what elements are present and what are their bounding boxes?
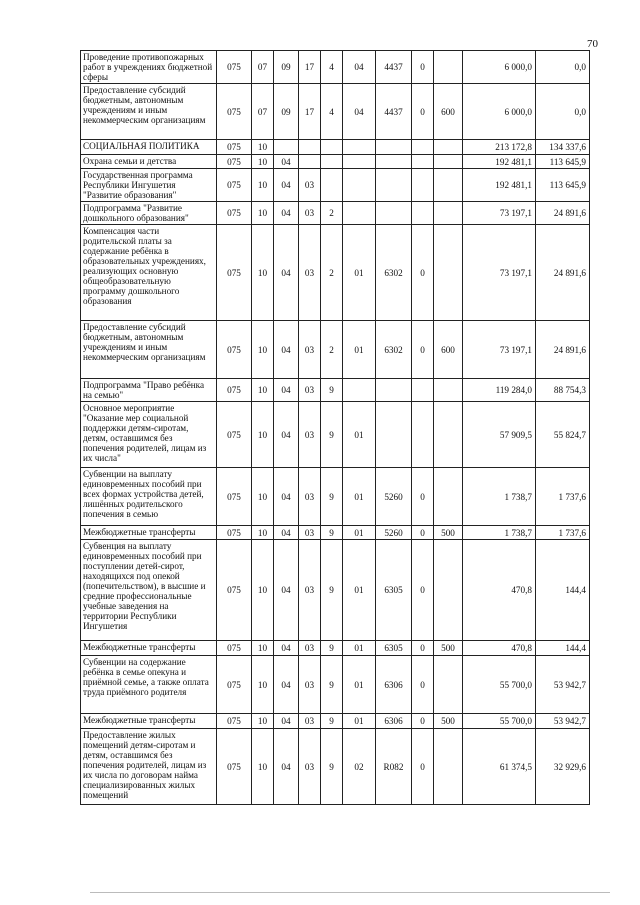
row-c7-cell: 4437 <box>376 51 412 84</box>
row-c6-cell: 01 <box>343 321 376 379</box>
table-row <box>81 51 590 84</box>
row-c3-cell: 04 <box>274 202 299 225</box>
row-name-cell: Субвенции на содержание ребёнка в семье опекуна и приёмной семье, а также оплата труда приёмного родителя <box>81 656 217 714</box>
row-c5-cell: 4 <box>321 84 343 140</box>
row-c5-cell: 2 <box>321 202 343 225</box>
row-v2-cell: 0,0 <box>536 84 590 140</box>
row-c5-cell: 9 <box>321 656 343 714</box>
row-c2-cell: 10 <box>252 468 274 526</box>
scan-artifact-line <box>90 892 610 893</box>
row-c3-cell: 04 <box>274 155 299 169</box>
row-c6-cell <box>343 140 376 155</box>
table-row <box>81 402 590 468</box>
row-c8-cell: 0 <box>412 225 434 321</box>
row-v2-cell: 53 942,7 <box>536 656 590 714</box>
row-c5-cell: 9 <box>321 468 343 526</box>
row-c2-cell: 10 <box>252 526 274 540</box>
row-c7-cell: 6302 <box>376 321 412 379</box>
table-row <box>81 321 590 379</box>
row-v1-cell: 192 481,1 <box>463 169 536 202</box>
row-v1-cell: 73 197,1 <box>463 321 536 379</box>
row-c4-cell: 03 <box>299 468 321 526</box>
row-c9-cell: 500 <box>434 526 463 540</box>
table-row <box>81 202 590 225</box>
row-v1-cell: 6 000,0 <box>463 84 536 140</box>
row-c4-cell: 03 <box>299 169 321 202</box>
row-c7-cell <box>376 402 412 468</box>
row-c8-cell: 0 <box>412 321 434 379</box>
row-c7-cell <box>376 140 412 155</box>
row-c2-cell: 10 <box>252 155 274 169</box>
row-c4-cell: 03 <box>299 729 321 805</box>
row-c2-cell: 10 <box>252 321 274 379</box>
row-c8-cell: 0 <box>412 729 434 805</box>
table-row <box>81 729 590 805</box>
row-c8-cell <box>412 155 434 169</box>
row-v1-cell: 6 000,0 <box>463 51 536 84</box>
row-c7-cell <box>376 155 412 169</box>
row-v2-cell: 113 645,9 <box>536 169 590 202</box>
row-v1-cell: 213 172,8 <box>463 140 536 155</box>
row-c6-cell: 01 <box>343 641 376 656</box>
row-c1-cell: 075 <box>217 402 252 468</box>
row-c1-cell: 075 <box>217 540 252 641</box>
row-name-cell: Межбюджетные трансферты <box>81 526 217 540</box>
page-number: 70 <box>587 38 598 50</box>
row-c8-cell <box>412 402 434 468</box>
row-c5-cell: 9 <box>321 402 343 468</box>
row-c2-cell: 10 <box>252 225 274 321</box>
row-name-cell: Предоставление субсидий бюджетным, автономным учреждениям и иным некоммерческим организациям <box>81 84 217 140</box>
row-c6-cell: 01 <box>343 225 376 321</box>
row-c4-cell: 03 <box>299 379 321 402</box>
row-c3-cell: 04 <box>274 379 299 402</box>
row-v2-cell: 53 942,7 <box>536 714 590 729</box>
row-c4-cell: 17 <box>299 84 321 140</box>
table-row <box>81 656 590 714</box>
row-c3-cell: 04 <box>274 656 299 714</box>
row-c6-cell: 01 <box>343 540 376 641</box>
row-c1-cell: 075 <box>217 140 252 155</box>
row-c7-cell: 6305 <box>376 641 412 656</box>
row-c6-cell: 04 <box>343 51 376 84</box>
row-c4-cell: 03 <box>299 656 321 714</box>
row-c3-cell: 04 <box>274 402 299 468</box>
table-row <box>81 468 590 526</box>
row-c7-cell: R082 <box>376 729 412 805</box>
row-c2-cell: 10 <box>252 140 274 155</box>
row-c1-cell: 075 <box>217 51 252 84</box>
row-c8-cell: 0 <box>412 656 434 714</box>
row-v1-cell: 73 197,1 <box>463 225 536 321</box>
row-v2-cell: 0,0 <box>536 51 590 84</box>
row-c2-cell: 10 <box>252 540 274 641</box>
table-row <box>81 225 590 321</box>
row-c8-cell <box>412 140 434 155</box>
row-c9-cell <box>434 402 463 468</box>
row-c5-cell <box>321 140 343 155</box>
row-c6-cell <box>343 155 376 169</box>
row-c5-cell: 9 <box>321 729 343 805</box>
row-c9-cell <box>434 468 463 526</box>
row-c6-cell: 04 <box>343 84 376 140</box>
row-c8-cell: 0 <box>412 540 434 641</box>
row-c6-cell: 01 <box>343 402 376 468</box>
row-c2-cell: 10 <box>252 641 274 656</box>
table-row <box>81 641 590 656</box>
row-c7-cell: 5260 <box>376 468 412 526</box>
row-c1-cell: 075 <box>217 321 252 379</box>
row-c9-cell <box>434 51 463 84</box>
row-c4-cell: 03 <box>299 321 321 379</box>
row-v1-cell: 55 700,0 <box>463 656 536 714</box>
row-c1-cell: 075 <box>217 641 252 656</box>
row-c8-cell: 0 <box>412 641 434 656</box>
row-c7-cell <box>376 169 412 202</box>
row-v2-cell: 88 754,3 <box>536 379 590 402</box>
row-v2-cell: 1 737,6 <box>536 526 590 540</box>
table-body <box>81 51 590 805</box>
row-v2-cell: 144,4 <box>536 641 590 656</box>
table-row <box>81 526 590 540</box>
row-c9-cell <box>434 155 463 169</box>
row-c2-cell: 10 <box>252 169 274 202</box>
row-c2-cell: 10 <box>252 379 274 402</box>
row-c8-cell <box>412 379 434 402</box>
row-v2-cell: 24 891,6 <box>536 202 590 225</box>
row-c7-cell: 4437 <box>376 84 412 140</box>
row-c7-cell: 6302 <box>376 225 412 321</box>
row-c1-cell: 075 <box>217 169 252 202</box>
row-v2-cell: 134 337,6 <box>536 140 590 155</box>
row-c3-cell: 09 <box>274 84 299 140</box>
row-c5-cell: 2 <box>321 321 343 379</box>
row-c8-cell: 0 <box>412 468 434 526</box>
row-c9-cell: 600 <box>434 84 463 140</box>
row-name-cell: Проведение противопожарных работ в учреждениях бюджетной сферы <box>81 51 217 84</box>
row-c9-cell <box>434 729 463 805</box>
row-c1-cell: 075 <box>217 714 252 729</box>
row-c4-cell <box>299 140 321 155</box>
row-c5-cell: 4 <box>321 51 343 84</box>
row-v2-cell: 113 645,9 <box>536 155 590 169</box>
table-row <box>81 169 590 202</box>
row-v1-cell: 55 700,0 <box>463 714 536 729</box>
row-name-cell: Субвенции на выплату единовременных пособий при всех формах устройства детей, лишённых родительского попечения в семью <box>81 468 217 526</box>
row-c1-cell: 075 <box>217 379 252 402</box>
row-c5-cell <box>321 155 343 169</box>
row-c4-cell: 03 <box>299 526 321 540</box>
row-c6-cell <box>343 169 376 202</box>
row-c4-cell: 03 <box>299 225 321 321</box>
row-v1-cell: 192 481,1 <box>463 155 536 169</box>
row-name-cell: Основное мероприятие "Оказание мер социальной поддержки детям-сиротам, детям, оставшимся без попечения родителей, лицам из их числа" <box>81 402 217 468</box>
row-c9-cell <box>434 656 463 714</box>
row-c2-cell: 07 <box>252 84 274 140</box>
row-c4-cell: 03 <box>299 402 321 468</box>
row-c3-cell: 04 <box>274 641 299 656</box>
row-c9-cell <box>434 169 463 202</box>
table-row <box>81 155 590 169</box>
row-c3-cell: 04 <box>274 714 299 729</box>
row-c6-cell: 01 <box>343 714 376 729</box>
row-v2-cell: 55 824,7 <box>536 402 590 468</box>
row-name-cell: СОЦИАЛЬНАЯ ПОЛИТИКА <box>81 140 217 155</box>
row-c7-cell <box>376 202 412 225</box>
row-name-cell: Охрана семьи и детства <box>81 155 217 169</box>
row-c9-cell <box>434 540 463 641</box>
row-c4-cell <box>299 155 321 169</box>
row-c9-cell: 500 <box>434 714 463 729</box>
row-c7-cell <box>376 379 412 402</box>
row-c1-cell: 075 <box>217 729 252 805</box>
row-v2-cell: 32 929,6 <box>536 729 590 805</box>
row-c3-cell: 04 <box>274 540 299 641</box>
row-c9-cell: 500 <box>434 641 463 656</box>
row-c9-cell <box>434 225 463 321</box>
row-c1-cell: 075 <box>217 526 252 540</box>
row-c6-cell: 01 <box>343 656 376 714</box>
row-c8-cell: 0 <box>412 84 434 140</box>
row-c7-cell: 6306 <box>376 714 412 729</box>
row-c3-cell: 04 <box>274 321 299 379</box>
row-name-cell: Подпрограмма "Развитие дошкольного образования" <box>81 202 217 225</box>
row-c1-cell: 075 <box>217 202 252 225</box>
row-name-cell: Государственная программа Республики Ингушетия "Развитие образования" <box>81 169 217 202</box>
row-c2-cell: 10 <box>252 202 274 225</box>
row-c8-cell: 0 <box>412 51 434 84</box>
table-row <box>81 140 590 155</box>
row-name-cell: Компенсация части родительской платы за содержание ребёнка в образовательных учреждениях, реализующих основную общеобразовательную программу дошкольного образования <box>81 225 217 321</box>
row-c2-cell: 10 <box>252 402 274 468</box>
row-c5-cell: 2 <box>321 225 343 321</box>
row-c6-cell <box>343 379 376 402</box>
row-c1-cell: 075 <box>217 155 252 169</box>
row-v2-cell: 24 891,6 <box>536 225 590 321</box>
row-v1-cell: 57 909,5 <box>463 402 536 468</box>
row-v1-cell: 61 374,5 <box>463 729 536 805</box>
table-row <box>81 379 590 402</box>
row-c6-cell: 01 <box>343 468 376 526</box>
row-c2-cell: 07 <box>252 51 274 84</box>
row-c5-cell: 9 <box>321 641 343 656</box>
row-c8-cell: 0 <box>412 526 434 540</box>
budget-table <box>80 50 590 805</box>
row-v2-cell: 144,4 <box>536 540 590 641</box>
row-v1-cell: 119 284,0 <box>463 379 536 402</box>
row-c9-cell <box>434 140 463 155</box>
row-c3-cell: 04 <box>274 526 299 540</box>
table-row <box>81 540 590 641</box>
row-v2-cell: 1 737,6 <box>536 468 590 526</box>
row-c3-cell: 09 <box>274 51 299 84</box>
row-c3-cell <box>274 140 299 155</box>
row-c1-cell: 075 <box>217 225 252 321</box>
row-v1-cell: 1 738,7 <box>463 468 536 526</box>
row-v2-cell: 24 891,6 <box>536 321 590 379</box>
row-c1-cell: 075 <box>217 84 252 140</box>
row-c5-cell: 9 <box>321 379 343 402</box>
row-v1-cell: 1 738,7 <box>463 526 536 540</box>
row-c6-cell: 02 <box>343 729 376 805</box>
row-c9-cell <box>434 202 463 225</box>
row-c4-cell: 03 <box>299 641 321 656</box>
row-c7-cell: 6306 <box>376 656 412 714</box>
table-row <box>81 84 590 140</box>
row-c7-cell: 5260 <box>376 526 412 540</box>
row-c9-cell <box>434 379 463 402</box>
row-c5-cell <box>321 169 343 202</box>
row-c2-cell: 10 <box>252 656 274 714</box>
row-c2-cell: 10 <box>252 729 274 805</box>
row-c3-cell: 04 <box>274 729 299 805</box>
row-c4-cell: 03 <box>299 202 321 225</box>
row-c3-cell: 04 <box>274 468 299 526</box>
row-c6-cell <box>343 202 376 225</box>
row-name-cell: Подпрограмма "Право ребёнка на семью" <box>81 379 217 402</box>
row-c8-cell: 0 <box>412 714 434 729</box>
row-name-cell: Межбюджетные трансферты <box>81 714 217 729</box>
row-v1-cell: 470,8 <box>463 540 536 641</box>
row-c4-cell: 03 <box>299 714 321 729</box>
row-v1-cell: 470,8 <box>463 641 536 656</box>
row-c2-cell: 10 <box>252 714 274 729</box>
row-c3-cell: 04 <box>274 225 299 321</box>
row-c6-cell: 01 <box>343 526 376 540</box>
row-c4-cell: 03 <box>299 540 321 641</box>
row-name-cell: Предоставление жилых помещений детям-сиротам и детям, оставшимся без попечения родителей, лицам из их числа по договорам найма специализированных жилых помещений <box>81 729 217 805</box>
row-c1-cell: 075 <box>217 656 252 714</box>
row-c8-cell <box>412 169 434 202</box>
row-v1-cell: 73 197,1 <box>463 202 536 225</box>
row-c5-cell: 9 <box>321 526 343 540</box>
row-name-cell: Межбюджетные трансферты <box>81 641 217 656</box>
row-c5-cell: 9 <box>321 714 343 729</box>
row-name-cell: Предоставление субсидий бюджетным, автономным учреждениям и иным некоммерческим организациям <box>81 321 217 379</box>
row-name-cell: Субвенция на выплату единовременных пособий при поступлении детей-сирот, находящихся под опекой (попечительством), в высшие и средние профессиональные учебные заведения на территории Республики Ингушетия <box>81 540 217 641</box>
row-c4-cell: 17 <box>299 51 321 84</box>
row-c9-cell: 600 <box>434 321 463 379</box>
row-c5-cell: 9 <box>321 540 343 641</box>
table-row <box>81 714 590 729</box>
row-c8-cell <box>412 202 434 225</box>
row-c7-cell: 6305 <box>376 540 412 641</box>
row-c3-cell: 04 <box>274 169 299 202</box>
row-c1-cell: 075 <box>217 468 252 526</box>
